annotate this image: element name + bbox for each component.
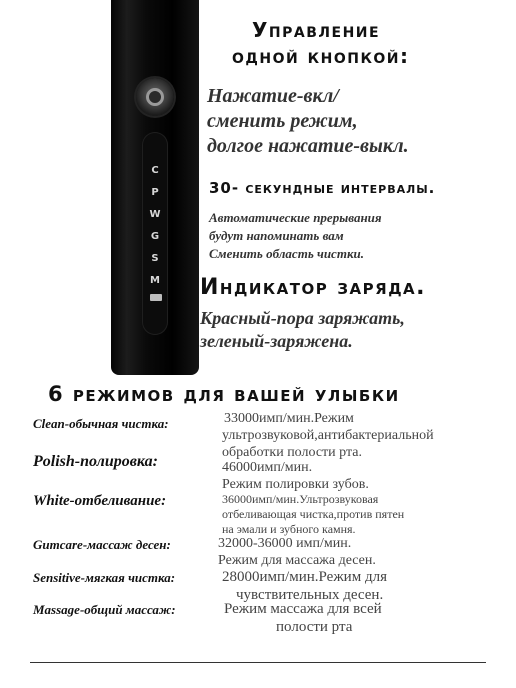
- mode-white-desc-line: 36000имп/мин.Ультрозвуковая: [222, 492, 379, 506]
- mode-white-desc: [222, 492, 404, 537]
- charge-desc-line1: Красный-пора заряжать,: [200, 308, 405, 328]
- intervals-desc-line2: будут напоминать вам: [209, 228, 344, 243]
- mode-white-desc-line: отбеливающая чистка,против пятен: [222, 507, 405, 521]
- intervals-desc-line3: Сменить область чистки.: [209, 246, 365, 261]
- modes-heading: 6 режимов для вашей улыбки: [48, 382, 400, 406]
- control-desc-line1: Нажатие-вкл/: [207, 85, 339, 107]
- mode-clean-desc-line: 33000имп/мин.Режим: [224, 411, 354, 426]
- mode-white-desc-line: на эмали и зубного камня.: [222, 522, 356, 536]
- control-desc-line2: сменить режим,: [207, 110, 358, 132]
- control-desc-line3: долгое нажатие-выкл.: [207, 135, 409, 157]
- mode-letter-m: M: [150, 275, 160, 286]
- mode-massage-desc-line: Режим массажа для всей: [224, 601, 382, 617]
- mode-sensitive-name: Sensitive-мягкая чистка:: [33, 570, 176, 585]
- power-ring-icon: [146, 88, 164, 106]
- mode-sensitive-desc-line: чувствительных десен.: [236, 587, 384, 603]
- mode-polish-desc: [222, 459, 369, 493]
- control-heading-line1: Управление: [252, 18, 381, 42]
- mode-letter-p: P: [151, 187, 159, 198]
- mode-white-name: White-отбеливание:: [33, 493, 167, 509]
- control-heading-line2: одной кнопкой:: [232, 44, 410, 68]
- mode-letter-c: C: [151, 165, 159, 176]
- mode-polish-desc-line: Режим полировки зубов.: [222, 477, 369, 492]
- mode-sensitive-desc-line: 28000имп/мин.Режим для: [222, 569, 387, 585]
- mode-clean-desc-line: ультрозвуковой,антибактериальной: [222, 428, 434, 443]
- mode-polish-desc-line: 46000имп/мин.: [222, 460, 313, 475]
- charge-heading: Индикатор заряда.: [200, 275, 427, 300]
- bottom-divider: [30, 662, 486, 663]
- intervals-heading: 30- секундные интервалы.: [209, 179, 436, 197]
- mode-clean-desc: [222, 410, 434, 461]
- battery-icon: [150, 294, 162, 301]
- intervals-desc-line1: Автоматические прерывания: [209, 210, 382, 225]
- mode-letter-g: G: [150, 231, 160, 242]
- mode-massage-desc-line: полости рта: [276, 619, 353, 635]
- mode-gumcare-desc-line: 32000-36000 имп/мин.: [218, 536, 352, 551]
- mode-clean-desc-line: обработки полости рта.: [222, 445, 362, 460]
- mode-gumcare-name: Gumcare-массаж десен:: [33, 537, 171, 552]
- mode-gumcare-desc-line: Режим для массажа десен.: [218, 553, 376, 568]
- mode-clean-name: Clean-обычная чистка:: [33, 416, 169, 431]
- mode-letter-s: S: [151, 253, 159, 264]
- mode-massage-desc: [224, 600, 382, 636]
- mode-letter-w: W: [149, 209, 161, 220]
- mode-massage-name: Massage-общий массаж:: [33, 602, 176, 617]
- mode-sensitive-desc: [222, 568, 387, 604]
- mode-indicator-panel: [142, 132, 168, 335]
- mode-gumcare-desc: [218, 535, 376, 569]
- mode-polish-name: Polish-полировка:: [33, 453, 158, 470]
- charge-desc-line2: зеленый-заряжена.: [200, 331, 353, 351]
